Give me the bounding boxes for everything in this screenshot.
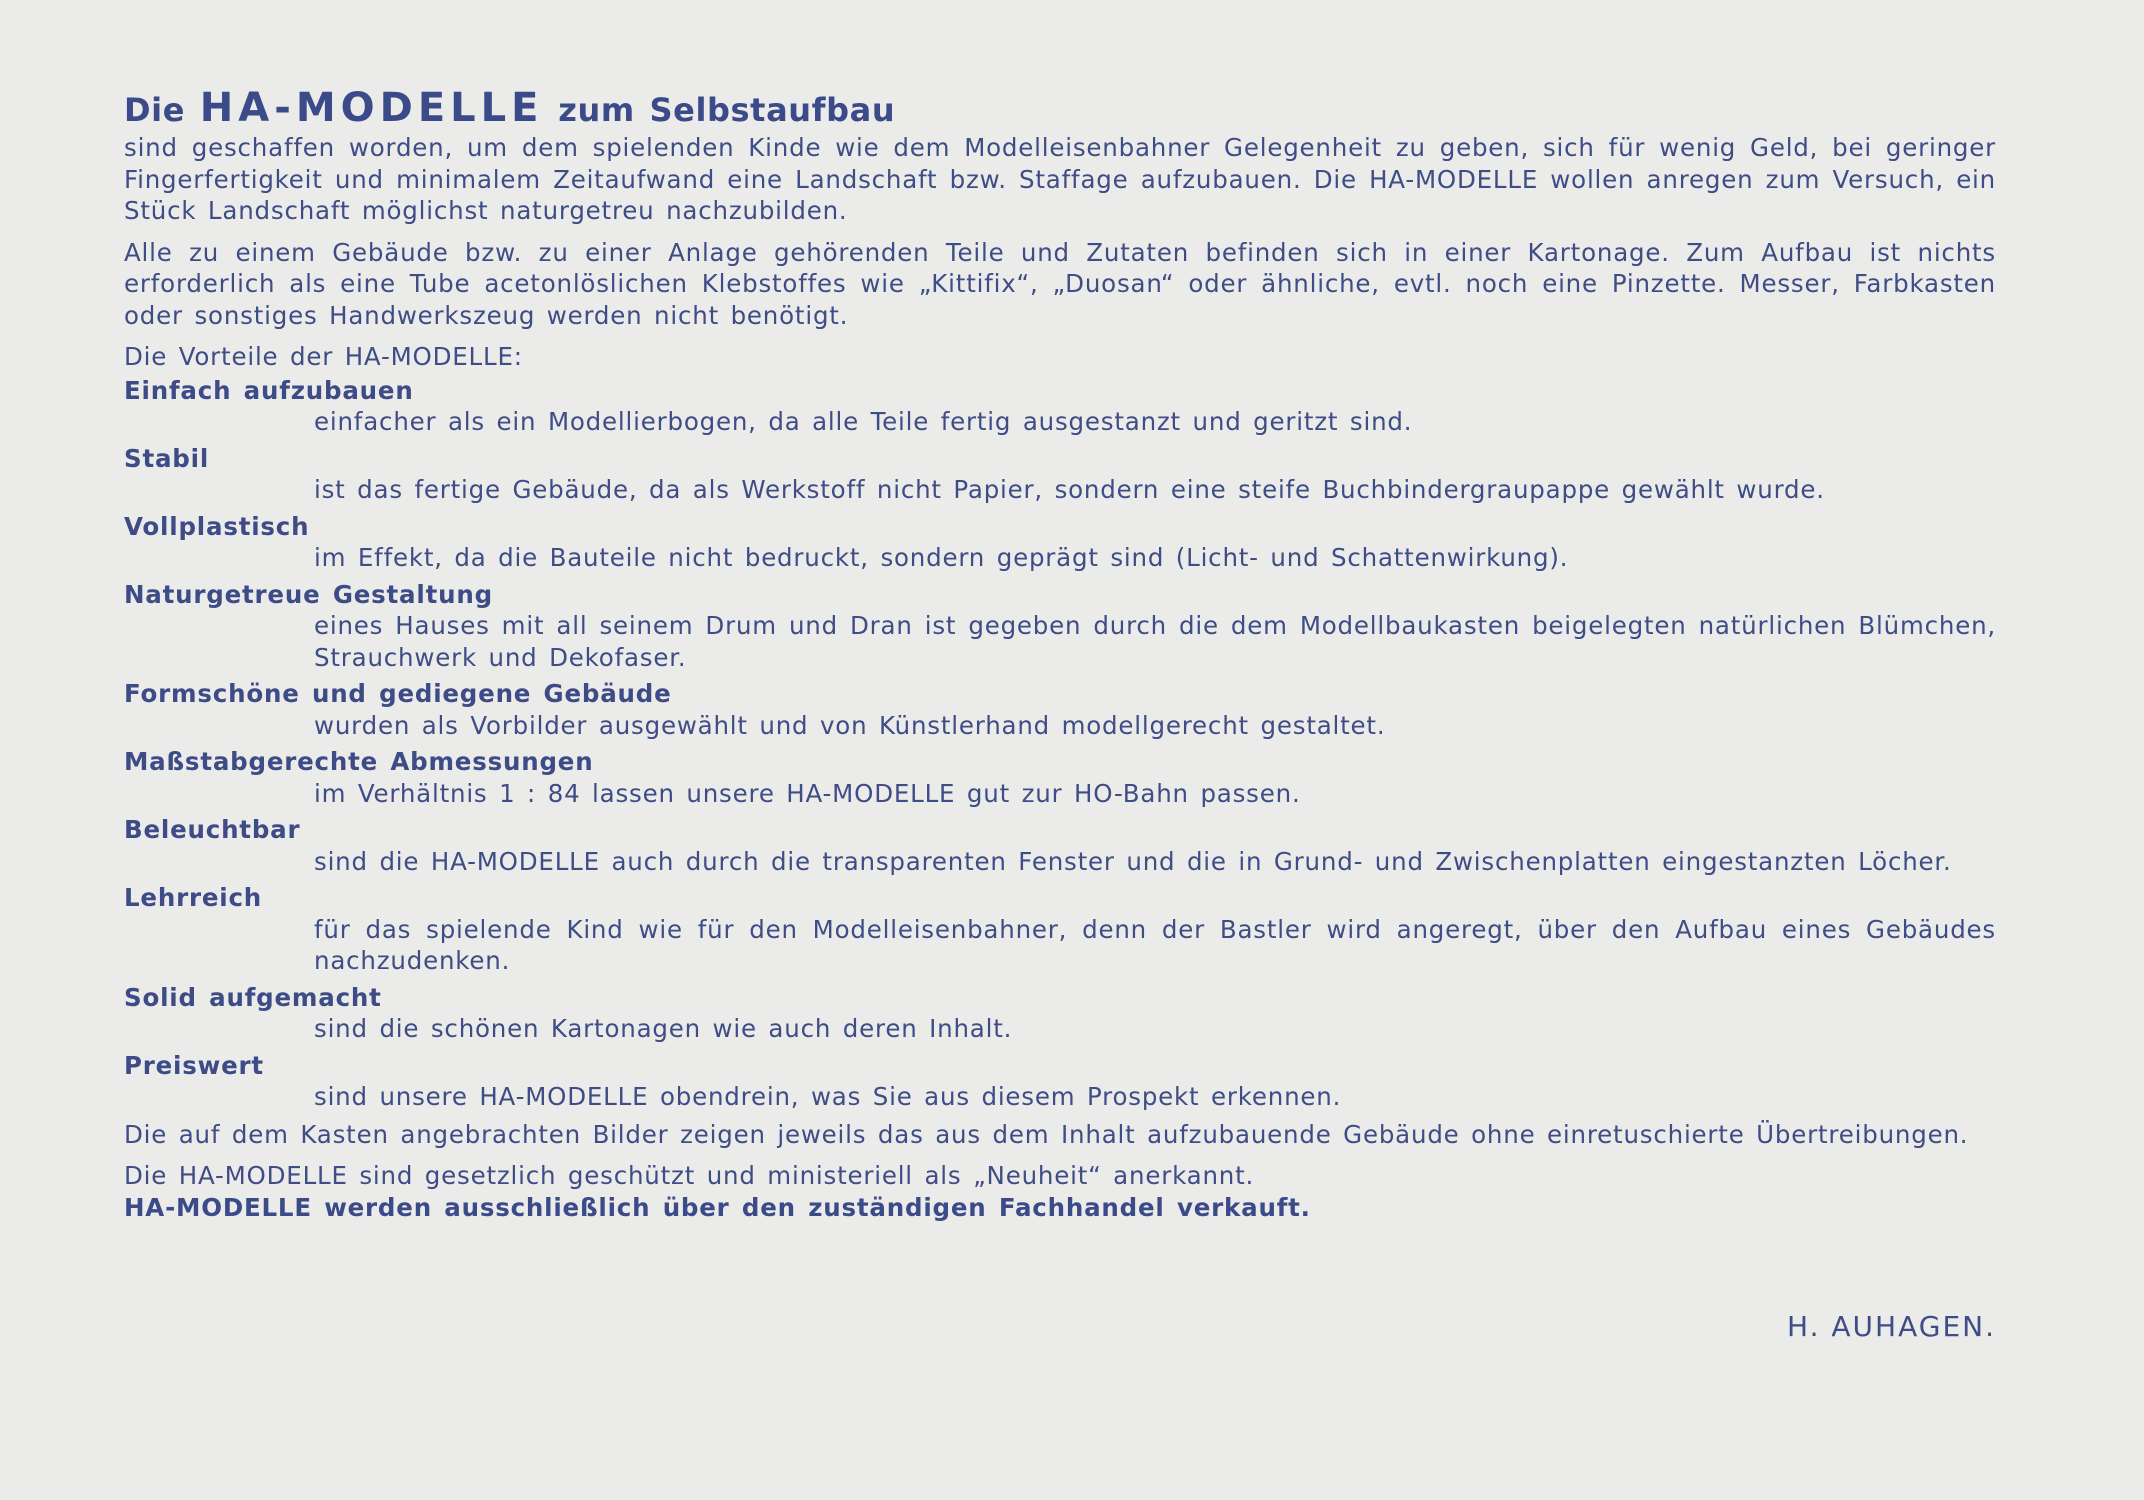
intro-paragraph-1: sind geschaffen worden, um dem spielenden Kinde wie dem Modelleisenbahner Gelegenheit zu geben, sich für wenig Geld, bei geringer Fingerfertigkeit und minimalem Zeitaufwand eine Landschaft bzw. Staffage aufzubauen. Die HA-MODELLE wollen anregen zum Versuch, ein Stück Landschaft möglichst naturgetreu nachzubilden. bbox=[124, 133, 1996, 225]
feature-text: für das spielende Kind wie für den Modelleisenbahner, denn der Bastler wird angeregt, über den Aufbau eines Gebäudes nachzudenken. bbox=[314, 914, 1996, 975]
sales-line: HA-MODELLE werden ausschließlich über den zuständigen Fachhandel verkauft. bbox=[124, 1192, 1311, 1222]
feature-heading: Vollplastisch bbox=[124, 511, 310, 541]
feature-text: ist das fertige Gebäude, da als Werkstoff nicht Papier, sondern eine steife Buchbindergraupappe gewählt wurde. bbox=[314, 475, 1825, 504]
feature-text: einfacher als ein Modellierbogen, da alle Teile fertig ausgestanzt und geritzt sind. bbox=[314, 407, 1413, 436]
feature-heading: Naturgetreue Gestaltung bbox=[124, 579, 493, 609]
feature-item bbox=[124, 1050, 1996, 1113]
feature-heading: Solid aufgemacht bbox=[124, 982, 382, 1012]
feature-item bbox=[124, 511, 1996, 574]
title-brand: HA-MODELLE bbox=[199, 85, 544, 131]
advantages-label: Die Vorteile der HA-MODELLE: bbox=[124, 342, 523, 371]
signature: H. AUHAGEN. bbox=[1787, 1310, 1996, 1343]
title-suffix: zum Selbstaufbau bbox=[558, 91, 896, 129]
feature-item bbox=[124, 375, 1996, 438]
feature-item bbox=[124, 678, 1996, 741]
document-title bbox=[124, 85, 1996, 131]
feature-heading: Lehrreich bbox=[124, 883, 263, 912]
document-body bbox=[124, 85, 1996, 1223]
feature-item bbox=[124, 882, 1996, 977]
feature-item bbox=[124, 746, 1996, 809]
feature-heading: Maßstabgerechte Abmessungen bbox=[124, 747, 594, 776]
feature-heading: Beleuchtbar bbox=[124, 815, 301, 844]
feature-text: im Effekt, da die Bauteile nicht bedruckt, sondern geprägt sind (Licht- und Schattenwirkung). bbox=[314, 543, 1569, 572]
feature-text: im Verhältnis 1 : 84 lassen unsere HA-MODELLE gut zur HO-Bahn passen. bbox=[314, 778, 1301, 808]
legal-line: Die HA-MODELLE sind gesetzlich geschützt und ministeriell als „Neuheit“ anerkannt. bbox=[124, 1161, 1255, 1190]
feature-text: sind die schönen Kartonagen wie auch deren Inhalt. bbox=[314, 1014, 1013, 1043]
title-prefix: Die bbox=[124, 91, 186, 129]
intro-paragraph-2: Alle zu einem Gebäude bzw. zu einer Anlage gehörenden Teile und Zutaten befinden sich in einer Kartonage. Zum Aufbau ist nichts erforderlich als eine Tube acetonlöslichen Klebstoffes wie „Kittifix“, „Duosan“ oder ähnliche, evtl. noch eine Pinzette. Messer, Farbkasten oder sonstiges Handwerkszeug werden nicht benötigt. bbox=[124, 237, 1996, 330]
feature-text: eines Hauses mit all seinem Drum und Dran ist gegeben durch die dem Modellbaukasten beigelegten natürlichen Blümchen, Strauchwerk und Dekofaser. bbox=[314, 611, 1996, 672]
feature-heading: Preiswert bbox=[124, 1050, 264, 1080]
feature-heading: Einfach aufzubauen bbox=[124, 375, 414, 405]
feature-heading: Stabil bbox=[124, 443, 210, 473]
feature-item bbox=[124, 443, 1996, 506]
feature-item bbox=[124, 982, 1996, 1045]
feature-item bbox=[124, 579, 1996, 674]
feature-text: sind unsere HA-MODELLE obendrein, was Sie aus diesem Prospekt erkennen. bbox=[314, 1082, 1342, 1111]
feature-text: sind die HA-MODELLE auch durch die transparenten Fenster und die in Grund- und Zwischenplatten eingestanzten Löcher. bbox=[314, 846, 1952, 876]
feature-text: wurden als Vorbilder ausgewählt und von Künstlerhand modellgerecht gestaltet. bbox=[314, 710, 1386, 740]
closing-paragraph: Die auf dem Kasten angebrachten Bilder zeigen jeweils das aus dem Inhalt aufzubauende Gebäude ohne einretuschierte Übertreibungen. bbox=[124, 1119, 1969, 1149]
feature-item bbox=[124, 814, 1996, 877]
feature-heading: Formschöne und gediegene Gebäude bbox=[124, 679, 672, 708]
